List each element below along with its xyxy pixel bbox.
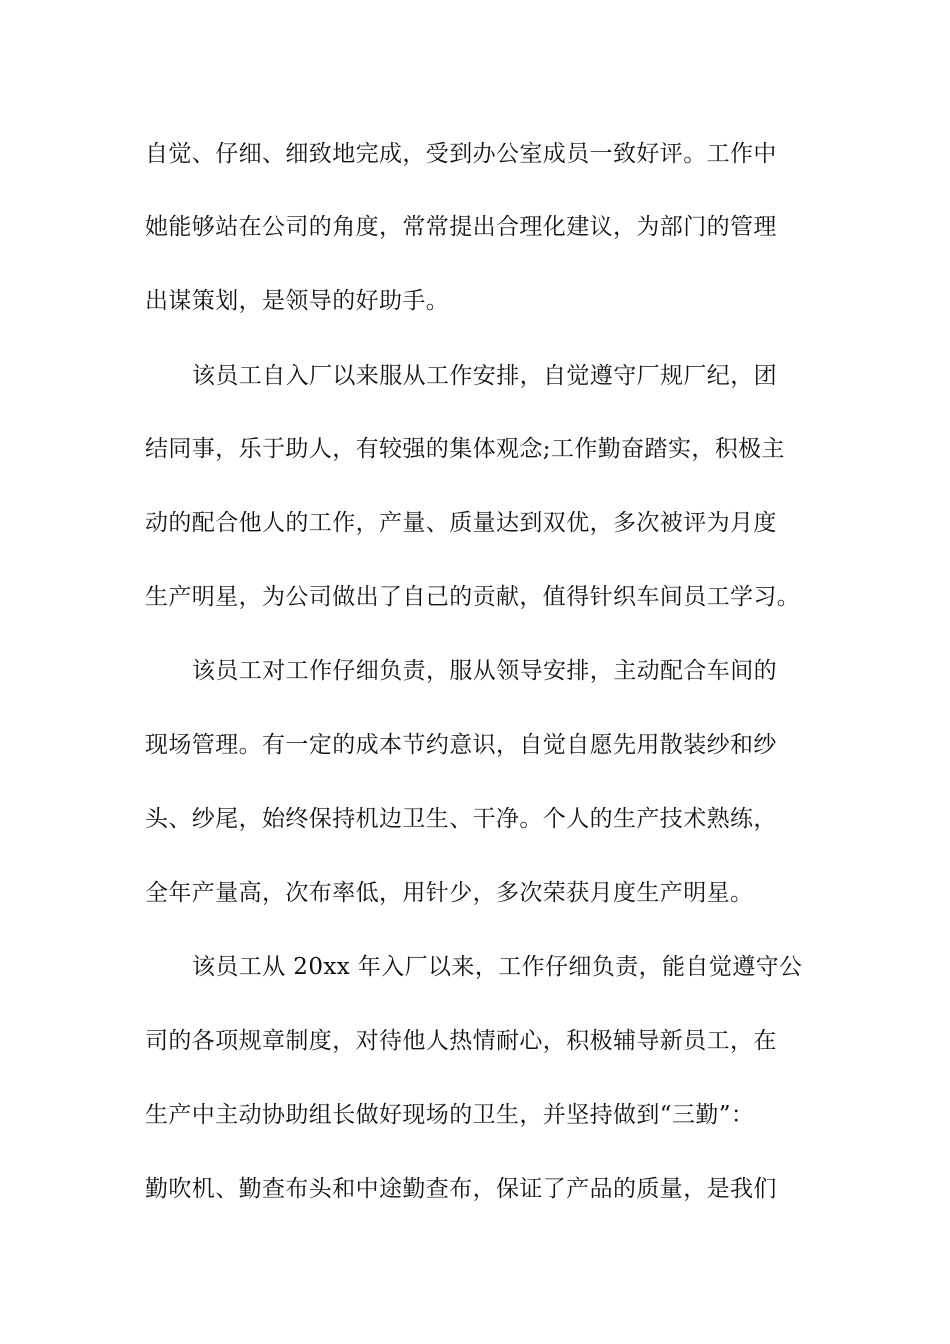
paragraph-first-line: 该员工自入厂以来服从工作安排，自觉遵守厂规厂纪，团 (192, 363, 777, 389)
text-line: 动的配合他人的工作，产量、质量达到双优，多次被评为月度 (145, 510, 777, 536)
text-line: 司的各项规章制度，对待他人热情耐心，积极辅导新员工，在 (145, 1028, 777, 1054)
text-line: 自觉、仔细、细致地完成，受到办公室成员一致好评。工作中 (145, 141, 777, 167)
text-line: 出谋策划，是领导的好助手。 (145, 288, 450, 314)
text-line: 生产明星，为公司做出了自己的贡献，值得针织车间员工学习。 (145, 584, 801, 610)
paragraph-first-line: 该员工从 20xx 年入厂以来，工作仔细负责，能自觉遵守公 (192, 954, 803, 980)
text-line: 全年产量高，次布率低，用针少，多次荣获月度生产明星。 (145, 880, 754, 906)
text-line: 她能够站在公司的角度，常常提出合理化建议，为部门的管理 (145, 214, 777, 240)
paragraph-first-line: 该员工对工作仔细负责，服从领导安排，主动配合车间的 (192, 658, 777, 684)
text-line: 现场管理。有一定的成本节约意识，自觉自愿先用散装纱和纱 (145, 732, 777, 758)
text-line: 头、纱尾，始终保持机边卫生、干净。个人的生产技术熟练， (145, 806, 777, 832)
text-line: 勤吹机、勤查布头和中途勤查布，保证了产品的质量，是我们 (145, 1176, 777, 1202)
text-line: 生产中主动协助组长做好现场的卫生，并坚持做到“三勤”： (145, 1102, 755, 1128)
text-line: 结同事，乐于助人，有较强的集体观念;工作勤奋踏实，积极主 (145, 436, 785, 462)
